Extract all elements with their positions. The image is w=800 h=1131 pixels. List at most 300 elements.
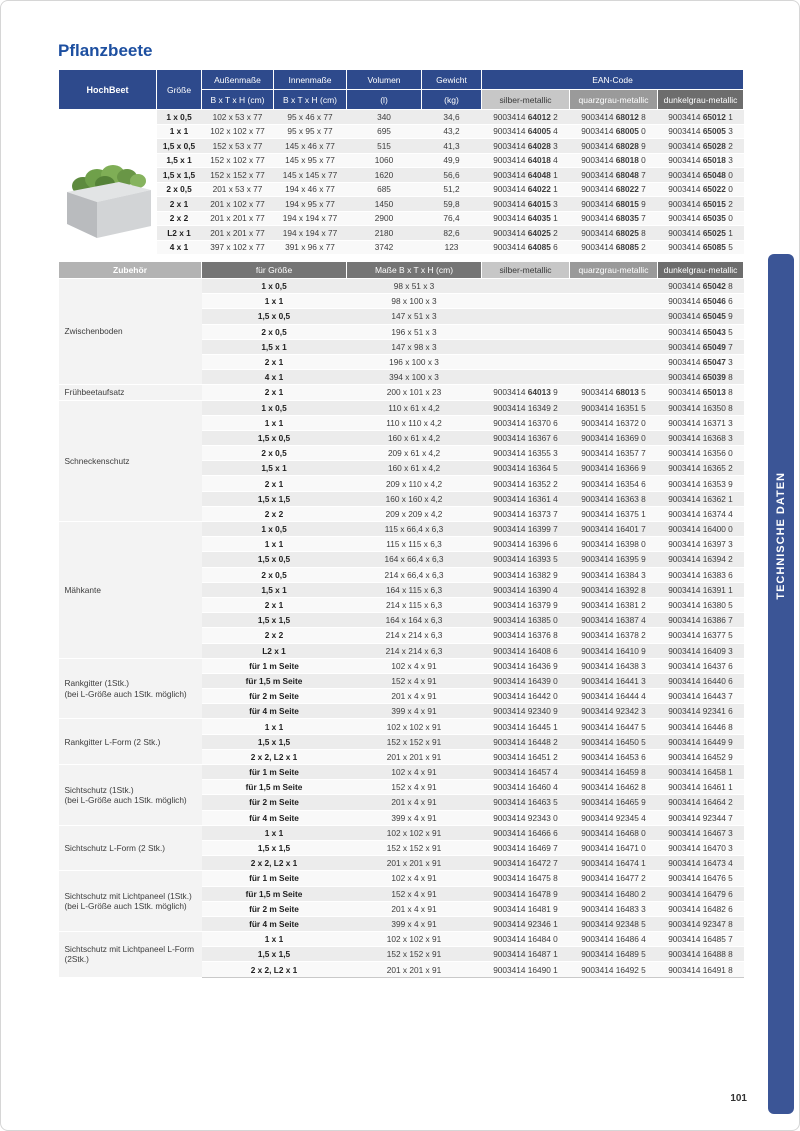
cell-ean-dunkelgrau: 9003414 16461 1 [658, 780, 744, 795]
cell-gewicht: 56,6 [422, 168, 482, 183]
page-title: Pflanzbeete [58, 41, 153, 60]
cell-ean-dunkelgrau: 9003414 16482 6 [658, 901, 744, 916]
cell-fuer-groesse: 1,5 x 0,5 [202, 430, 347, 445]
zubehoer-row [59, 522, 744, 537]
cell-ean-silber: 9003414 16390 4 [482, 582, 570, 597]
cell-innenmasse: 95 x 95 x 77 [274, 124, 347, 139]
cell-volumen: 695 [347, 124, 422, 139]
cell-aussenmasse: 152 x 152 x 77 [202, 168, 274, 183]
cell-ean-dunkelgrau: 9003414 92347 8 [658, 916, 744, 931]
cell-masse: 98 x 51 x 3 [347, 279, 482, 294]
header-gewicht: Gewicht [422, 70, 482, 90]
cell-masse: 214 x 115 x 6,3 [347, 597, 482, 612]
cell-ean-silber: 9003414 92343 0 [482, 810, 570, 825]
cell-ean-dunkelgrau: 9003414 65018 3 [658, 153, 744, 168]
hochbeet-product-image [63, 134, 155, 240]
cell-fuer-groesse: für 4 m Seite [202, 704, 347, 719]
cell-ean-dunkelgrau: 9003414 16374 4 [658, 506, 744, 521]
cell-ean-silber: 9003414 16355 3 [482, 446, 570, 461]
header-zubehoer: Zubehör [59, 262, 202, 279]
cell-ean-quarzgrau: 9003414 16378 2 [570, 628, 658, 643]
cell-ean-dunkelgrau: 9003414 16394 2 [658, 552, 744, 567]
cell-ean-silber [482, 339, 570, 354]
cell-ean-quarzgrau: 9003414 16444 4 [570, 689, 658, 704]
cell-ean-dunkelgrau: 9003414 16365 2 [658, 461, 744, 476]
cell-ean-dunkelgrau: 9003414 16368 3 [658, 430, 744, 445]
cell-masse: 152 x 152 x 91 [347, 947, 482, 962]
zubehoer-row [59, 279, 744, 294]
cell-ean-silber [482, 279, 570, 294]
cell-masse: 115 x 115 x 6,3 [347, 537, 482, 552]
hochbeet-table-header [59, 70, 744, 110]
cell-aussenmasse: 201 x 201 x 77 [202, 226, 274, 241]
cell-ean-dunkelgrau: 9003414 16485 7 [658, 932, 744, 947]
cell-ean-quarzgrau: 9003414 68025 8 [570, 226, 658, 241]
cell-ean-silber: 9003414 16376 8 [482, 628, 570, 643]
cell-ean-silber: 9003414 16399 7 [482, 522, 570, 537]
cell-ean-dunkelgrau: 9003414 65012 1 [658, 110, 744, 125]
header-ean-code: EAN-Code [482, 70, 744, 90]
cell-ean-silber: 9003414 16382 9 [482, 567, 570, 582]
cell-volumen: 1060 [347, 153, 422, 168]
cell-masse: 214 x 214 x 6,3 [347, 643, 482, 658]
cell-groesse: 2 x 2 [157, 211, 202, 226]
cell-aussenmasse: 152 x 53 x 77 [202, 139, 274, 154]
header-volumen: Volumen [347, 70, 422, 90]
cell-masse: 201 x 4 x 91 [347, 689, 482, 704]
cell-ean-dunkelgrau: 9003414 16383 6 [658, 567, 744, 582]
cell-masse: 160 x 61 x 4,2 [347, 430, 482, 445]
cell-ean-dunkelgrau: 9003414 16476 5 [658, 871, 744, 886]
cell-ean-dunkelgrau: 9003414 16409 3 [658, 643, 744, 658]
cell-fuer-groesse: 1 x 1 [202, 932, 347, 947]
cell-ean-silber: 9003414 64013 9 [482, 385, 570, 400]
cell-masse: 102 x 102 x 91 [347, 932, 482, 947]
cell-volumen: 2180 [347, 226, 422, 241]
cell-ean-silber [482, 354, 570, 369]
cell-groesse: 1,5 x 1 [157, 153, 202, 168]
header-groesse: Größe [157, 70, 202, 110]
cell-ean-silber: 9003414 64028 3 [482, 139, 570, 154]
cell-groesse: 2 x 0,5 [157, 182, 202, 197]
cell-fuer-groesse: 1 x 0,5 [202, 522, 347, 537]
cell-masse: 160 x 61 x 4,2 [347, 461, 482, 476]
cell-ean-silber: 9003414 16472 7 [482, 856, 570, 871]
cell-ean-silber: 9003414 16475 8 [482, 871, 570, 886]
zubehoer-row [59, 719, 744, 734]
cell-innenmasse: 145 x 145 x 77 [274, 168, 347, 183]
cell-fuer-groesse: 1,5 x 1,5 [202, 734, 347, 749]
cell-fuer-groesse: 1,5 x 0,5 [202, 309, 347, 324]
cell-gewicht: 123 [422, 240, 482, 255]
cell-masse: 201 x 4 x 91 [347, 795, 482, 810]
cell-ean-silber [482, 309, 570, 324]
cell-ean-quarzgrau: 9003414 16459 8 [570, 765, 658, 780]
hochbeet-image-cell [59, 110, 157, 255]
cell-masse: 214 x 214 x 6,3 [347, 628, 482, 643]
header-masse: Maße B x T x H (cm) [347, 262, 482, 279]
cell-aussenmasse: 102 x 102 x 77 [202, 124, 274, 139]
cell-masse: 147 x 51 x 3 [347, 309, 482, 324]
section-label: Sichtschutz L-Form (2 Stk.) [59, 825, 202, 871]
cell-ean-silber: 9003414 16487 1 [482, 947, 570, 962]
cell-ean-quarzgrau: 9003414 16465 9 [570, 795, 658, 810]
cell-masse: 102 x 102 x 91 [347, 719, 482, 734]
section-label: Rankgitter (1Stk.) (bei L-Größe auch 1Stk. möglich) [59, 658, 202, 719]
header-silber-metallic: silber-metallic [482, 262, 570, 279]
zubehoer-row [59, 400, 744, 415]
cell-ean-dunkelgrau: 9003414 16491 8 [658, 962, 744, 977]
cell-fuer-groesse: für 1 m Seite [202, 871, 347, 886]
header-aussenmasse: Außenmaße [202, 70, 274, 90]
cell-innenmasse: 194 x 194 x 77 [274, 226, 347, 241]
cell-ean-quarzgrau: 9003414 16354 6 [570, 476, 658, 491]
cell-ean-silber: 9003414 16352 2 [482, 476, 570, 491]
cell-innenmasse: 95 x 46 x 77 [274, 110, 347, 125]
cell-ean-dunkelgrau: 9003414 16479 6 [658, 886, 744, 901]
cell-gewicht: 41,3 [422, 139, 482, 154]
subheader-liter: (l) [347, 90, 422, 110]
cell-ean-quarzgrau: 9003414 68018 0 [570, 153, 658, 168]
cell-ean-quarzgrau: 9003414 16474 1 [570, 856, 658, 871]
cell-ean-dunkelgrau: 9003414 65022 0 [658, 182, 744, 197]
cell-masse: 399 x 4 x 91 [347, 916, 482, 931]
cell-ean-quarzgrau: 9003414 92348 5 [570, 916, 658, 931]
cell-fuer-groesse: 1 x 0,5 [202, 400, 347, 415]
cell-ean-quarzgrau: 9003414 16447 5 [570, 719, 658, 734]
cell-ean-quarzgrau: 9003414 16398 0 [570, 537, 658, 552]
cell-ean-quarzgrau [570, 339, 658, 354]
cell-ean-dunkelgrau: 9003414 16464 2 [658, 795, 744, 810]
hochbeet-row [59, 211, 744, 226]
cell-ean-quarzgrau [570, 354, 658, 369]
cell-volumen: 340 [347, 110, 422, 125]
cell-masse: 152 x 4 x 91 [347, 673, 482, 688]
cell-ean-quarzgrau: 9003414 16468 0 [570, 825, 658, 840]
cell-gewicht: 34,6 [422, 110, 482, 125]
cell-ean-silber: 9003414 64005 4 [482, 124, 570, 139]
cell-ean-dunkelgrau: 9003414 16488 8 [658, 947, 744, 962]
cell-fuer-groesse: für 1,5 m Seite [202, 780, 347, 795]
cell-fuer-groesse: 2 x 1 [202, 476, 347, 491]
cell-ean-quarzgrau: 9003414 16453 6 [570, 749, 658, 764]
cell-ean-quarzgrau: 9003414 16387 4 [570, 613, 658, 628]
cell-fuer-groesse: 1 x 1 [202, 719, 347, 734]
cell-groesse: 1,5 x 0,5 [157, 139, 202, 154]
cell-ean-dunkelgrau: 9003414 16449 9 [658, 734, 744, 749]
cell-ean-quarzgrau: 9003414 68013 5 [570, 385, 658, 400]
cell-fuer-groesse: 1 x 1 [202, 415, 347, 430]
section-label: Rankgitter L-Form (2 Stk.) [59, 719, 202, 765]
zubehoer-table [58, 261, 744, 978]
cell-ean-silber: 9003414 16478 9 [482, 886, 570, 901]
cell-ean-dunkelgrau: 9003414 16377 5 [658, 628, 744, 643]
cell-masse: 98 x 100 x 3 [347, 294, 482, 309]
section-label: Sichtschutz mit Lichtpaneel L-Form (2Stk.) [59, 932, 202, 978]
cell-ean-quarzgrau: 9003414 16366 9 [570, 461, 658, 476]
cell-ean-quarzgrau: 9003414 68015 9 [570, 197, 658, 212]
cell-masse: 399 x 4 x 91 [347, 704, 482, 719]
cell-volumen: 1450 [347, 197, 422, 212]
cell-gewicht: 59,8 [422, 197, 482, 212]
cell-fuer-groesse: für 1 m Seite [202, 658, 347, 673]
cell-ean-silber [482, 324, 570, 339]
cell-ean-dunkelgrau: 9003414 65013 8 [658, 385, 744, 400]
cell-gewicht: 43,2 [422, 124, 482, 139]
sidebar-tab-technische-daten [768, 254, 794, 1114]
cell-ean-dunkelgrau: 9003414 16356 0 [658, 446, 744, 461]
cell-ean-dunkelgrau: 9003414 65025 1 [658, 226, 744, 241]
cell-ean-quarzgrau: 9003414 68005 0 [570, 124, 658, 139]
cell-masse: 152 x 152 x 91 [347, 840, 482, 855]
cell-ean-quarzgrau: 9003414 16384 3 [570, 567, 658, 582]
cell-fuer-groesse: 2 x 1 [202, 385, 347, 400]
cell-ean-silber: 9003414 64048 1 [482, 168, 570, 183]
cell-groesse: 1 x 1 [157, 124, 202, 139]
cell-ean-silber: 9003414 16484 0 [482, 932, 570, 947]
cell-masse: 209 x 110 x 4,2 [347, 476, 482, 491]
cell-masse: 164 x 66,4 x 6,3 [347, 552, 482, 567]
cell-ean-silber: 9003414 64015 3 [482, 197, 570, 212]
subheader-kg: (kg) [422, 90, 482, 110]
cell-masse: 152 x 4 x 91 [347, 780, 482, 795]
cell-ean-silber: 9003414 64035 1 [482, 211, 570, 226]
cell-masse: 102 x 4 x 91 [347, 658, 482, 673]
cell-ean-dunkelgrau: 9003414 65028 2 [658, 139, 744, 154]
cell-ean-dunkelgrau: 9003414 65042 8 [658, 279, 744, 294]
cell-ean-silber: 9003414 16481 9 [482, 901, 570, 916]
cell-masse: 399 x 4 x 91 [347, 810, 482, 825]
cell-ean-dunkelgrau: 9003414 16380 5 [658, 597, 744, 612]
cell-ean-quarzgrau: 9003414 16375 1 [570, 506, 658, 521]
cell-fuer-groesse: 2 x 2, L2 x 1 [202, 749, 347, 764]
cell-masse: 209 x 209 x 4,2 [347, 506, 482, 521]
cell-ean-silber: 9003414 16367 6 [482, 430, 570, 445]
cell-ean-dunkelgrau: 9003414 16397 3 [658, 537, 744, 552]
zubehoer-row [59, 765, 744, 780]
cell-fuer-groesse: 2 x 0,5 [202, 567, 347, 582]
hochbeet-row [59, 124, 744, 139]
hochbeet-row [59, 110, 744, 125]
cell-fuer-groesse: für 1 m Seite [202, 765, 347, 780]
cell-ean-dunkelgrau: 9003414 65043 5 [658, 324, 744, 339]
cell-ean-silber: 9003414 64022 1 [482, 182, 570, 197]
header-quarzgrau-metallic: quarzgrau-metallic [570, 262, 658, 279]
cell-ean-quarzgrau: 9003414 16351 5 [570, 400, 658, 415]
cell-ean-silber: 9003414 16361 4 [482, 491, 570, 506]
cell-innenmasse: 194 x 46 x 77 [274, 182, 347, 197]
cell-gewicht: 76,4 [422, 211, 482, 226]
cell-ean-silber: 9003414 16370 6 [482, 415, 570, 430]
cell-aussenmasse: 102 x 53 x 77 [202, 110, 274, 125]
cell-ean-silber: 9003414 64018 4 [482, 153, 570, 168]
cell-ean-silber: 9003414 16385 0 [482, 613, 570, 628]
section-label: Schneckenschutz [59, 400, 202, 522]
cell-masse: 201 x 201 x 91 [347, 856, 482, 871]
cell-ean-dunkelgrau: 9003414 16458 1 [658, 765, 744, 780]
section-label: Sichtschutz (1Stk.) (bei L-Größe auch 1Stk. möglich) [59, 765, 202, 826]
cell-masse: 160 x 160 x 4,2 [347, 491, 482, 506]
page-number: 101 [730, 1093, 747, 1104]
cell-fuer-groesse: 1 x 0,5 [202, 279, 347, 294]
cell-ean-dunkelgrau: 9003414 16400 0 [658, 522, 744, 537]
header-dunkelgrau-metallic: dunkelgrau-metallic [658, 262, 744, 279]
cell-ean-quarzgrau: 9003414 92342 3 [570, 704, 658, 719]
cell-ean-silber [482, 294, 570, 309]
cell-ean-silber: 9003414 16364 5 [482, 461, 570, 476]
cell-ean-quarzgrau: 9003414 68012 8 [570, 110, 658, 125]
cell-gewicht: 51,2 [422, 182, 482, 197]
cell-ean-quarzgrau: 9003414 16401 7 [570, 522, 658, 537]
cell-fuer-groesse: L2 x 1 [202, 643, 347, 658]
cell-fuer-groesse: 2 x 2, L2 x 1 [202, 962, 347, 977]
subheader-silber-metallic: silber-metallic [482, 90, 570, 110]
hochbeet-row [59, 139, 744, 154]
cell-ean-quarzgrau: 9003414 16480 2 [570, 886, 658, 901]
cell-ean-quarzgrau: 9003414 16489 5 [570, 947, 658, 962]
cell-ean-silber: 9003414 16379 9 [482, 597, 570, 612]
cell-ean-dunkelgrau: 9003414 65005 3 [658, 124, 744, 139]
cell-ean-quarzgrau: 9003414 16357 7 [570, 446, 658, 461]
cell-ean-silber: 9003414 16448 2 [482, 734, 570, 749]
zubehoer-row [59, 385, 744, 400]
cell-ean-dunkelgrau: 9003414 16350 8 [658, 400, 744, 415]
cell-volumen: 3742 [347, 240, 422, 255]
cell-ean-silber: 9003414 16436 9 [482, 658, 570, 673]
cell-masse: 110 x 110 x 4,2 [347, 415, 482, 430]
cell-ean-quarzgrau: 9003414 68022 7 [570, 182, 658, 197]
cell-ean-dunkelgrau: 9003414 65045 9 [658, 309, 744, 324]
hochbeet-row [59, 226, 744, 241]
cell-volumen: 515 [347, 139, 422, 154]
cell-ean-silber: 9003414 64025 2 [482, 226, 570, 241]
cell-ean-quarzgrau: 9003414 16483 3 [570, 901, 658, 916]
hochbeet-table [58, 69, 744, 255]
cell-fuer-groesse: 2 x 2 [202, 506, 347, 521]
subheader-aussen-bxtxh: B x T x H (cm) [202, 90, 274, 110]
cell-ean-silber: 9003414 16439 0 [482, 673, 570, 688]
zubehoer-row [59, 932, 744, 947]
cell-ean-silber: 9003414 16445 1 [482, 719, 570, 734]
zubehoer-row [59, 825, 744, 840]
cell-masse: 394 x 100 x 3 [347, 370, 482, 385]
cell-aussenmasse: 201 x 201 x 77 [202, 211, 274, 226]
cell-ean-silber: 9003414 16457 4 [482, 765, 570, 780]
cell-fuer-groesse: 2 x 1 [202, 597, 347, 612]
zubehoer-table-body [59, 279, 744, 978]
cell-ean-dunkelgrau: 9003414 16452 9 [658, 749, 744, 764]
cell-ean-dunkelgrau: 9003414 65015 2 [658, 197, 744, 212]
hochbeet-row [59, 182, 744, 197]
hochbeet-row [59, 197, 744, 212]
cell-ean-dunkelgrau: 9003414 16371 3 [658, 415, 744, 430]
cell-fuer-groesse: 2 x 1 [202, 354, 347, 369]
cell-groesse: 1 x 0,5 [157, 110, 202, 125]
section-label: Sichtschutz mit Lichtpaneel (1Stk.) (bei L-Größe auch 1Stk. möglich) [59, 871, 202, 932]
cell-ean-quarzgrau: 9003414 16381 2 [570, 597, 658, 612]
cell-masse: 196 x 51 x 3 [347, 324, 482, 339]
cell-fuer-groesse: 1,5 x 1 [202, 461, 347, 476]
cell-fuer-groesse: 2 x 0,5 [202, 324, 347, 339]
cell-ean-dunkelgrau: 9003414 65047 3 [658, 354, 744, 369]
cell-ean-quarzgrau: 9003414 16492 5 [570, 962, 658, 977]
cell-fuer-groesse: für 2 m Seite [202, 689, 347, 704]
cell-ean-dunkelgrau: 9003414 16470 3 [658, 840, 744, 855]
zubehoer-row [59, 871, 744, 886]
cell-ean-dunkelgrau: 9003414 65048 0 [658, 168, 744, 183]
cell-masse: 147 x 98 x 3 [347, 339, 482, 354]
cell-aussenmasse: 397 x 102 x 77 [202, 240, 274, 255]
cell-ean-dunkelgrau: 9003414 16353 9 [658, 476, 744, 491]
cell-ean-silber [482, 370, 570, 385]
cell-ean-quarzgrau [570, 279, 658, 294]
cell-ean-dunkelgrau: 9003414 65035 0 [658, 211, 744, 226]
cell-ean-quarzgrau: 9003414 16462 8 [570, 780, 658, 795]
hochbeet-row [59, 153, 744, 168]
cell-ean-dunkelgrau: 9003414 16440 6 [658, 673, 744, 688]
cell-ean-quarzgrau: 9003414 16450 5 [570, 734, 658, 749]
hochbeet-row [59, 240, 744, 255]
cell-ean-quarzgrau: 9003414 68085 2 [570, 240, 658, 255]
cell-ean-dunkelgrau: 9003414 16386 7 [658, 613, 744, 628]
cell-ean-silber: 9003414 16373 7 [482, 506, 570, 521]
cell-ean-quarzgrau: 9003414 16395 9 [570, 552, 658, 567]
cell-ean-quarzgrau [570, 370, 658, 385]
cell-ean-silber: 9003414 16460 4 [482, 780, 570, 795]
cell-fuer-groesse: 1,5 x 1,5 [202, 491, 347, 506]
cell-ean-quarzgrau: 9003414 16369 0 [570, 430, 658, 445]
cell-masse: 115 x 66,4 x 6,3 [347, 522, 482, 537]
cell-ean-dunkelgrau: 9003414 16443 7 [658, 689, 744, 704]
cell-ean-silber: 9003414 16349 2 [482, 400, 570, 415]
cell-ean-dunkelgrau: 9003414 92344 7 [658, 810, 744, 825]
cell-ean-quarzgrau: 9003414 68035 7 [570, 211, 658, 226]
cell-masse: 201 x 4 x 91 [347, 901, 482, 916]
header-innenmasse: Innenmaße [274, 70, 347, 90]
cell-innenmasse: 145 x 95 x 77 [274, 153, 347, 168]
cell-ean-silber: 9003414 16408 6 [482, 643, 570, 658]
cell-groesse: 2 x 1 [157, 197, 202, 212]
cell-ean-dunkelgrau: 9003414 16391 1 [658, 582, 744, 597]
header-fuer-groesse: für Größe [202, 262, 347, 279]
subheader-innen-bxtxh: B x T x H (cm) [274, 90, 347, 110]
cell-ean-silber: 9003414 16396 6 [482, 537, 570, 552]
cell-ean-silber: 9003414 16463 5 [482, 795, 570, 810]
cell-ean-silber: 9003414 92340 9 [482, 704, 570, 719]
cell-fuer-groesse: für 1,5 m Seite [202, 673, 347, 688]
cell-aussenmasse: 201 x 102 x 77 [202, 197, 274, 212]
cell-fuer-groesse: 1,5 x 1,5 [202, 947, 347, 962]
cell-volumen: 1620 [347, 168, 422, 183]
cell-ean-dunkelgrau: 9003414 16362 1 [658, 491, 744, 506]
cell-fuer-groesse: 1,5 x 1 [202, 582, 347, 597]
cell-fuer-groesse: 1 x 1 [202, 294, 347, 309]
cell-ean-dunkelgrau: 9003414 65049 7 [658, 339, 744, 354]
cell-ean-quarzgrau [570, 294, 658, 309]
cell-ean-quarzgrau: 9003414 16438 3 [570, 658, 658, 673]
cell-innenmasse: 194 x 95 x 77 [274, 197, 347, 212]
cell-masse: 152 x 152 x 91 [347, 734, 482, 749]
cell-groesse: 4 x 1 [157, 240, 202, 255]
section-label: Frühbeetaufsatz [59, 385, 202, 400]
cell-ean-dunkelgrau: 9003414 65046 6 [658, 294, 744, 309]
cell-ean-silber: 9003414 92346 1 [482, 916, 570, 931]
cell-ean-dunkelgrau: 9003414 92341 6 [658, 704, 744, 719]
cell-ean-quarzgrau: 9003414 16410 9 [570, 643, 658, 658]
cell-masse: 164 x 164 x 6,3 [347, 613, 482, 628]
cell-masse: 102 x 102 x 91 [347, 825, 482, 840]
cell-fuer-groesse: 1 x 1 [202, 537, 347, 552]
